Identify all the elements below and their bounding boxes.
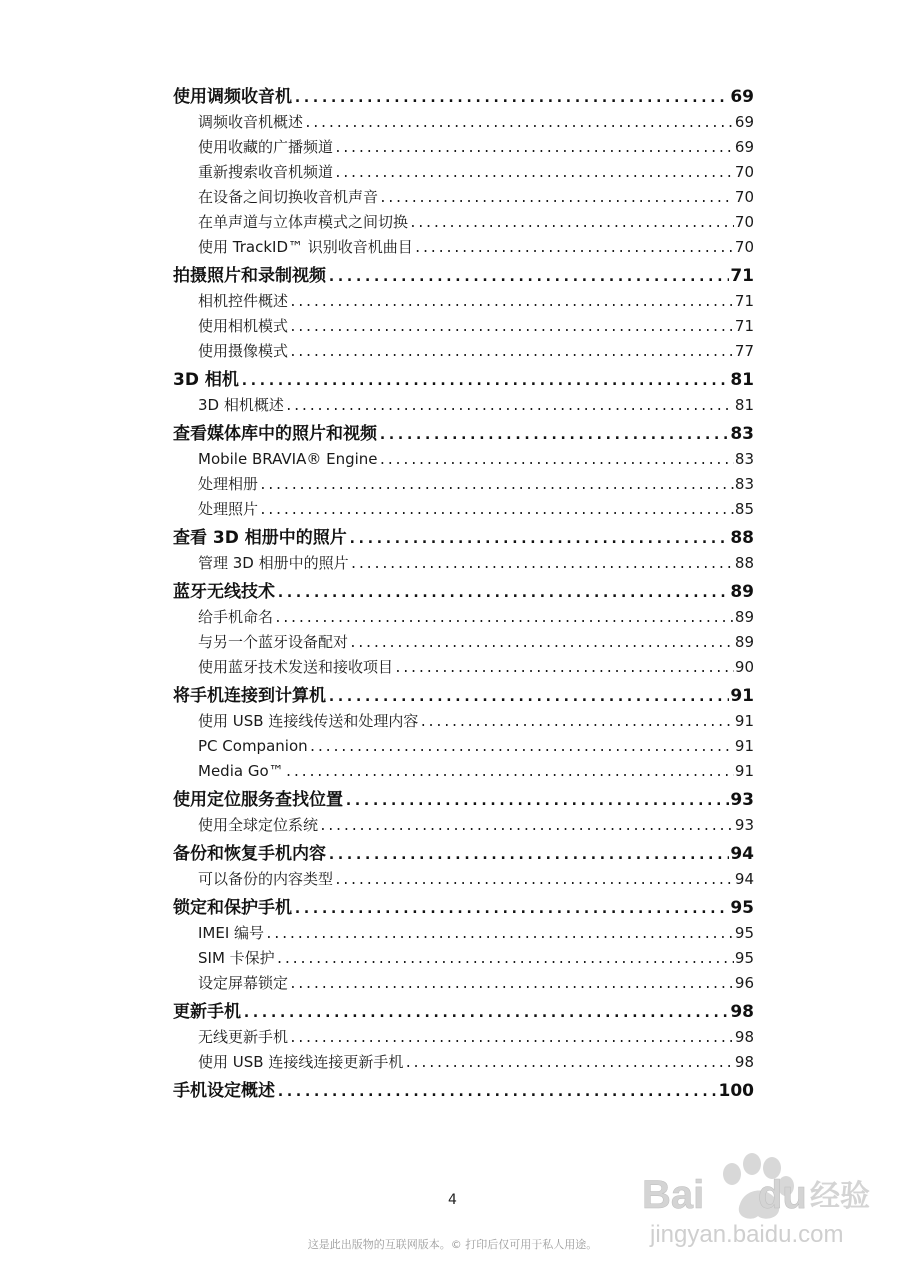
toc-entry-title: 设定屏幕锁定: [198, 974, 289, 992]
toc-page-number: 98: [734, 1053, 754, 1071]
svg-text:经验: 经验: [810, 1179, 870, 1214]
toc-subentry[interactable]: [173, 971, 754, 996]
dot-leader: [240, 367, 729, 393]
toc-page-number: 89: [734, 633, 754, 651]
toc-entry-title: Media Go™: [198, 762, 284, 780]
toc-page-number: 95: [734, 924, 754, 942]
toc-subentry[interactable]: [173, 921, 754, 946]
toc-section: [173, 525, 754, 576]
dot-leader: [414, 236, 734, 261]
toc-subentry[interactable]: [173, 210, 754, 235]
dot-leader: [276, 1078, 718, 1104]
dot-leader: [334, 868, 734, 893]
toc-section: [173, 841, 754, 892]
toc-subentry[interactable]: [173, 1025, 754, 1050]
toc-chapter-entry[interactable]: [173, 367, 754, 393]
toc-section: [173, 1078, 754, 1104]
dot-leader: [348, 525, 730, 551]
toc-chapter-entry[interactable]: [173, 1078, 754, 1104]
toc-entry-title: 可以备份的内容类型: [198, 870, 334, 888]
toc-subentry[interactable]: [173, 289, 754, 314]
toc-page-number: 83: [734, 450, 754, 468]
toc-chapter-entry[interactable]: [173, 895, 754, 921]
toc-subentry[interactable]: [173, 160, 754, 185]
toc-page-number: 70: [734, 213, 754, 231]
toc-subentry[interactable]: [173, 946, 754, 971]
toc-page-number: 91: [734, 712, 754, 730]
dot-leader: [379, 448, 734, 473]
toc-subentry[interactable]: [173, 314, 754, 339]
dot-leader: [259, 473, 734, 498]
toc-page-number: 71: [730, 266, 754, 286]
toc-entry-title: 与另一个蓝牙设备配对: [198, 633, 349, 651]
toc-subentry[interactable]: [173, 135, 754, 160]
dot-leader: [344, 787, 729, 813]
toc-subentry[interactable]: [173, 1050, 754, 1075]
toc-entry-title: PC Companion: [198, 737, 308, 755]
toc-page-number: 83: [730, 424, 754, 444]
table-of-contents: [173, 84, 754, 1104]
toc-page-number: 91: [734, 737, 754, 755]
toc-entry-title: 蓝牙无线技术: [173, 582, 275, 602]
toc-entry-title: Mobile BRAVIA® Engine: [198, 450, 378, 468]
toc-entry-title: 使用 TrackID™ 识别收音机曲目: [198, 238, 413, 256]
toc-chapter-entry[interactable]: [173, 263, 754, 289]
toc-subentry[interactable]: [173, 185, 754, 210]
toc-entry-title: 将手机连接到计算机: [173, 686, 326, 706]
toc-entry-title: 在单声道与立体声模式之间切换: [198, 213, 409, 231]
dot-leader: [334, 136, 734, 161]
dot-leader: [409, 211, 734, 236]
toc-subentry[interactable]: [173, 759, 754, 784]
toc-page-number: 85: [734, 500, 754, 518]
toc-entry-title: 使用调频收音机: [173, 87, 292, 107]
dot-leader: [349, 631, 734, 656]
dot-leader: [242, 999, 729, 1025]
toc-page-number: 94: [730, 844, 754, 864]
toc-entry-title: 锁定和保护手机: [173, 898, 292, 918]
toc-subentry[interactable]: [173, 813, 754, 838]
toc-page-number: 70: [734, 238, 754, 256]
toc-entry-title: 使用全球定位系统: [198, 816, 319, 834]
toc-chapter-entry[interactable]: [173, 999, 754, 1025]
watermark-url: jingyan.baidu.com: [650, 1221, 844, 1248]
toc-chapter-entry[interactable]: [173, 421, 754, 447]
toc-chapter-entry[interactable]: [173, 787, 754, 813]
toc-page-number: 100: [718, 1081, 754, 1101]
toc-subentry[interactable]: [173, 551, 754, 576]
toc-subentry[interactable]: [173, 734, 754, 759]
toc-entry-title: 更新手机: [173, 1002, 241, 1022]
toc-page-number: 88: [734, 554, 754, 572]
dot-leader: [274, 606, 734, 631]
toc-page-number: 71: [734, 292, 754, 310]
toc-section: [173, 895, 754, 996]
toc-entry-title: 使用 USB 连接线传送和处理内容: [198, 712, 419, 730]
dot-leader: [309, 735, 734, 760]
dot-leader: [293, 84, 729, 110]
toc-entry-title: 处理照片: [198, 500, 259, 518]
toc-subentry[interactable]: [173, 393, 754, 418]
dot-leader: [319, 814, 734, 839]
dot-leader: [285, 760, 734, 785]
toc-page-number: 95: [730, 898, 754, 918]
toc-page-number: 69: [734, 113, 754, 131]
toc-entry-title: SIM 卡保护: [198, 949, 275, 967]
toc-subentry[interactable]: [173, 605, 754, 630]
toc-chapter-entry[interactable]: [173, 84, 754, 110]
toc-entry-title: 管理 3D 相册中的照片: [198, 554, 349, 572]
toc-chapter-entry[interactable]: [173, 683, 754, 709]
toc-page-number: 98: [734, 1028, 754, 1046]
toc-page-number: 70: [734, 163, 754, 181]
toc-subentry[interactable]: [173, 709, 754, 734]
toc-page-number: 71: [734, 317, 754, 335]
toc-entry-title: 3D 相机概述: [198, 396, 284, 414]
toc-page-number: 94: [734, 870, 754, 888]
toc-entry-title: 重新搜索收音机频道: [198, 163, 334, 181]
toc-subentry[interactable]: [173, 655, 754, 680]
toc-page-number: 89: [730, 582, 754, 602]
toc-subentry[interactable]: [173, 497, 754, 522]
toc-subentry[interactable]: [173, 235, 754, 260]
toc-section: [173, 579, 754, 680]
toc-page-number: 89: [734, 608, 754, 626]
toc-entry-title: 使用摄像模式: [198, 342, 289, 360]
toc-entry-title: 使用蓝牙技术发送和接收项目: [198, 658, 394, 676]
dot-leader: [327, 683, 729, 709]
toc-entry-title: 相机控件概述: [198, 292, 289, 310]
toc-entry-title: 3D 相机: [173, 370, 239, 390]
svg-text:Bai: Bai: [642, 1173, 705, 1217]
toc-entry-title: 在设备之间切换收音机声音: [198, 188, 379, 206]
toc-page-number: 93: [734, 816, 754, 834]
toc-chapter-entry[interactable]: [173, 841, 754, 867]
footer-note: 这是此出版物的互联网版本。© 打印后仅可用于私人用途。: [307, 1238, 598, 1251]
toc-page-number: 83: [734, 475, 754, 493]
toc-section: [173, 367, 754, 418]
toc-page-number: 88: [730, 528, 754, 548]
toc-entry-title: 拍摄照片和录制视频: [173, 266, 326, 286]
dot-leader: [276, 579, 729, 605]
toc-entry-title: 手机设定概述: [173, 1081, 275, 1101]
toc-entry-title: 使用收藏的广播频道: [198, 138, 334, 156]
toc-page-number: 81: [734, 396, 754, 414]
dot-leader: [289, 1026, 734, 1051]
dot-leader: [404, 1051, 734, 1076]
dot-leader: [378, 421, 729, 447]
toc-entry-title: 查看 3D 相册中的照片: [173, 528, 347, 548]
toc-page-number: 77: [734, 342, 754, 360]
dot-leader: [350, 552, 734, 577]
toc-page-number: 98: [730, 1002, 754, 1022]
toc-section: [173, 787, 754, 838]
toc-subentry[interactable]: [173, 110, 754, 135]
toc-page-number: 96: [734, 974, 754, 992]
toc-page-number: 91: [730, 686, 754, 706]
dot-leader: [293, 895, 729, 921]
dot-leader: [285, 394, 734, 419]
toc-entry-title: 调频收音机概述: [198, 113, 304, 131]
toc-entry-title: 查看媒体库中的照片和视频: [173, 424, 377, 444]
baidu-jingyan-watermark: [640, 1146, 870, 1256]
toc-page-number: 91: [734, 762, 754, 780]
dot-leader: [327, 841, 729, 867]
toc-entry-title: IMEI 编号: [198, 924, 265, 942]
dot-leader: [259, 498, 734, 523]
toc-entry-title: 处理相册: [198, 475, 259, 493]
toc-page-number: 70: [734, 188, 754, 206]
toc-subentry[interactable]: [173, 339, 754, 364]
toc-page-number: 69: [730, 87, 754, 107]
toc-page-number: 93: [730, 790, 754, 810]
dot-leader: [394, 656, 734, 681]
toc-entry-title: 使用 USB 连接线连接更新手机: [198, 1053, 404, 1071]
toc-subentry[interactable]: [173, 867, 754, 892]
toc-entry-title: 备份和恢复手机内容: [173, 844, 326, 864]
toc-entry-title: 给手机命名: [198, 608, 274, 626]
svg-text:du: du: [758, 1173, 807, 1217]
toc-subentry[interactable]: [173, 630, 754, 655]
dot-leader: [289, 290, 734, 315]
toc-section: [173, 999, 754, 1075]
toc-entry-title: 使用相机模式: [198, 317, 289, 335]
dot-leader: [289, 972, 734, 997]
page-number: 4: [448, 1192, 457, 1208]
toc-subentry[interactable]: [173, 447, 754, 472]
toc-entry-title: 使用定位服务查找位置: [173, 790, 343, 810]
dot-leader: [265, 922, 734, 947]
toc-page-number: 69: [734, 138, 754, 156]
toc-page-number: 81: [730, 370, 754, 390]
toc-section: [173, 683, 754, 784]
toc-page-number: 95: [734, 949, 754, 967]
toc-subentry[interactable]: [173, 472, 754, 497]
dot-leader: [289, 315, 734, 340]
toc-chapter-entry[interactable]: [173, 579, 754, 605]
toc-chapter-entry[interactable]: [173, 525, 754, 551]
dot-leader: [304, 111, 734, 136]
toc-page-number: 90: [734, 658, 754, 676]
toc-section: [173, 421, 754, 522]
dot-leader: [327, 263, 729, 289]
toc-section: [173, 84, 754, 260]
dot-leader: [289, 340, 734, 365]
toc-section: [173, 263, 754, 364]
dot-leader: [334, 161, 734, 186]
dot-leader: [419, 710, 734, 735]
toc-entry-title: 无线更新手机: [198, 1028, 289, 1046]
dot-leader: [276, 947, 734, 972]
dot-leader: [379, 186, 734, 211]
